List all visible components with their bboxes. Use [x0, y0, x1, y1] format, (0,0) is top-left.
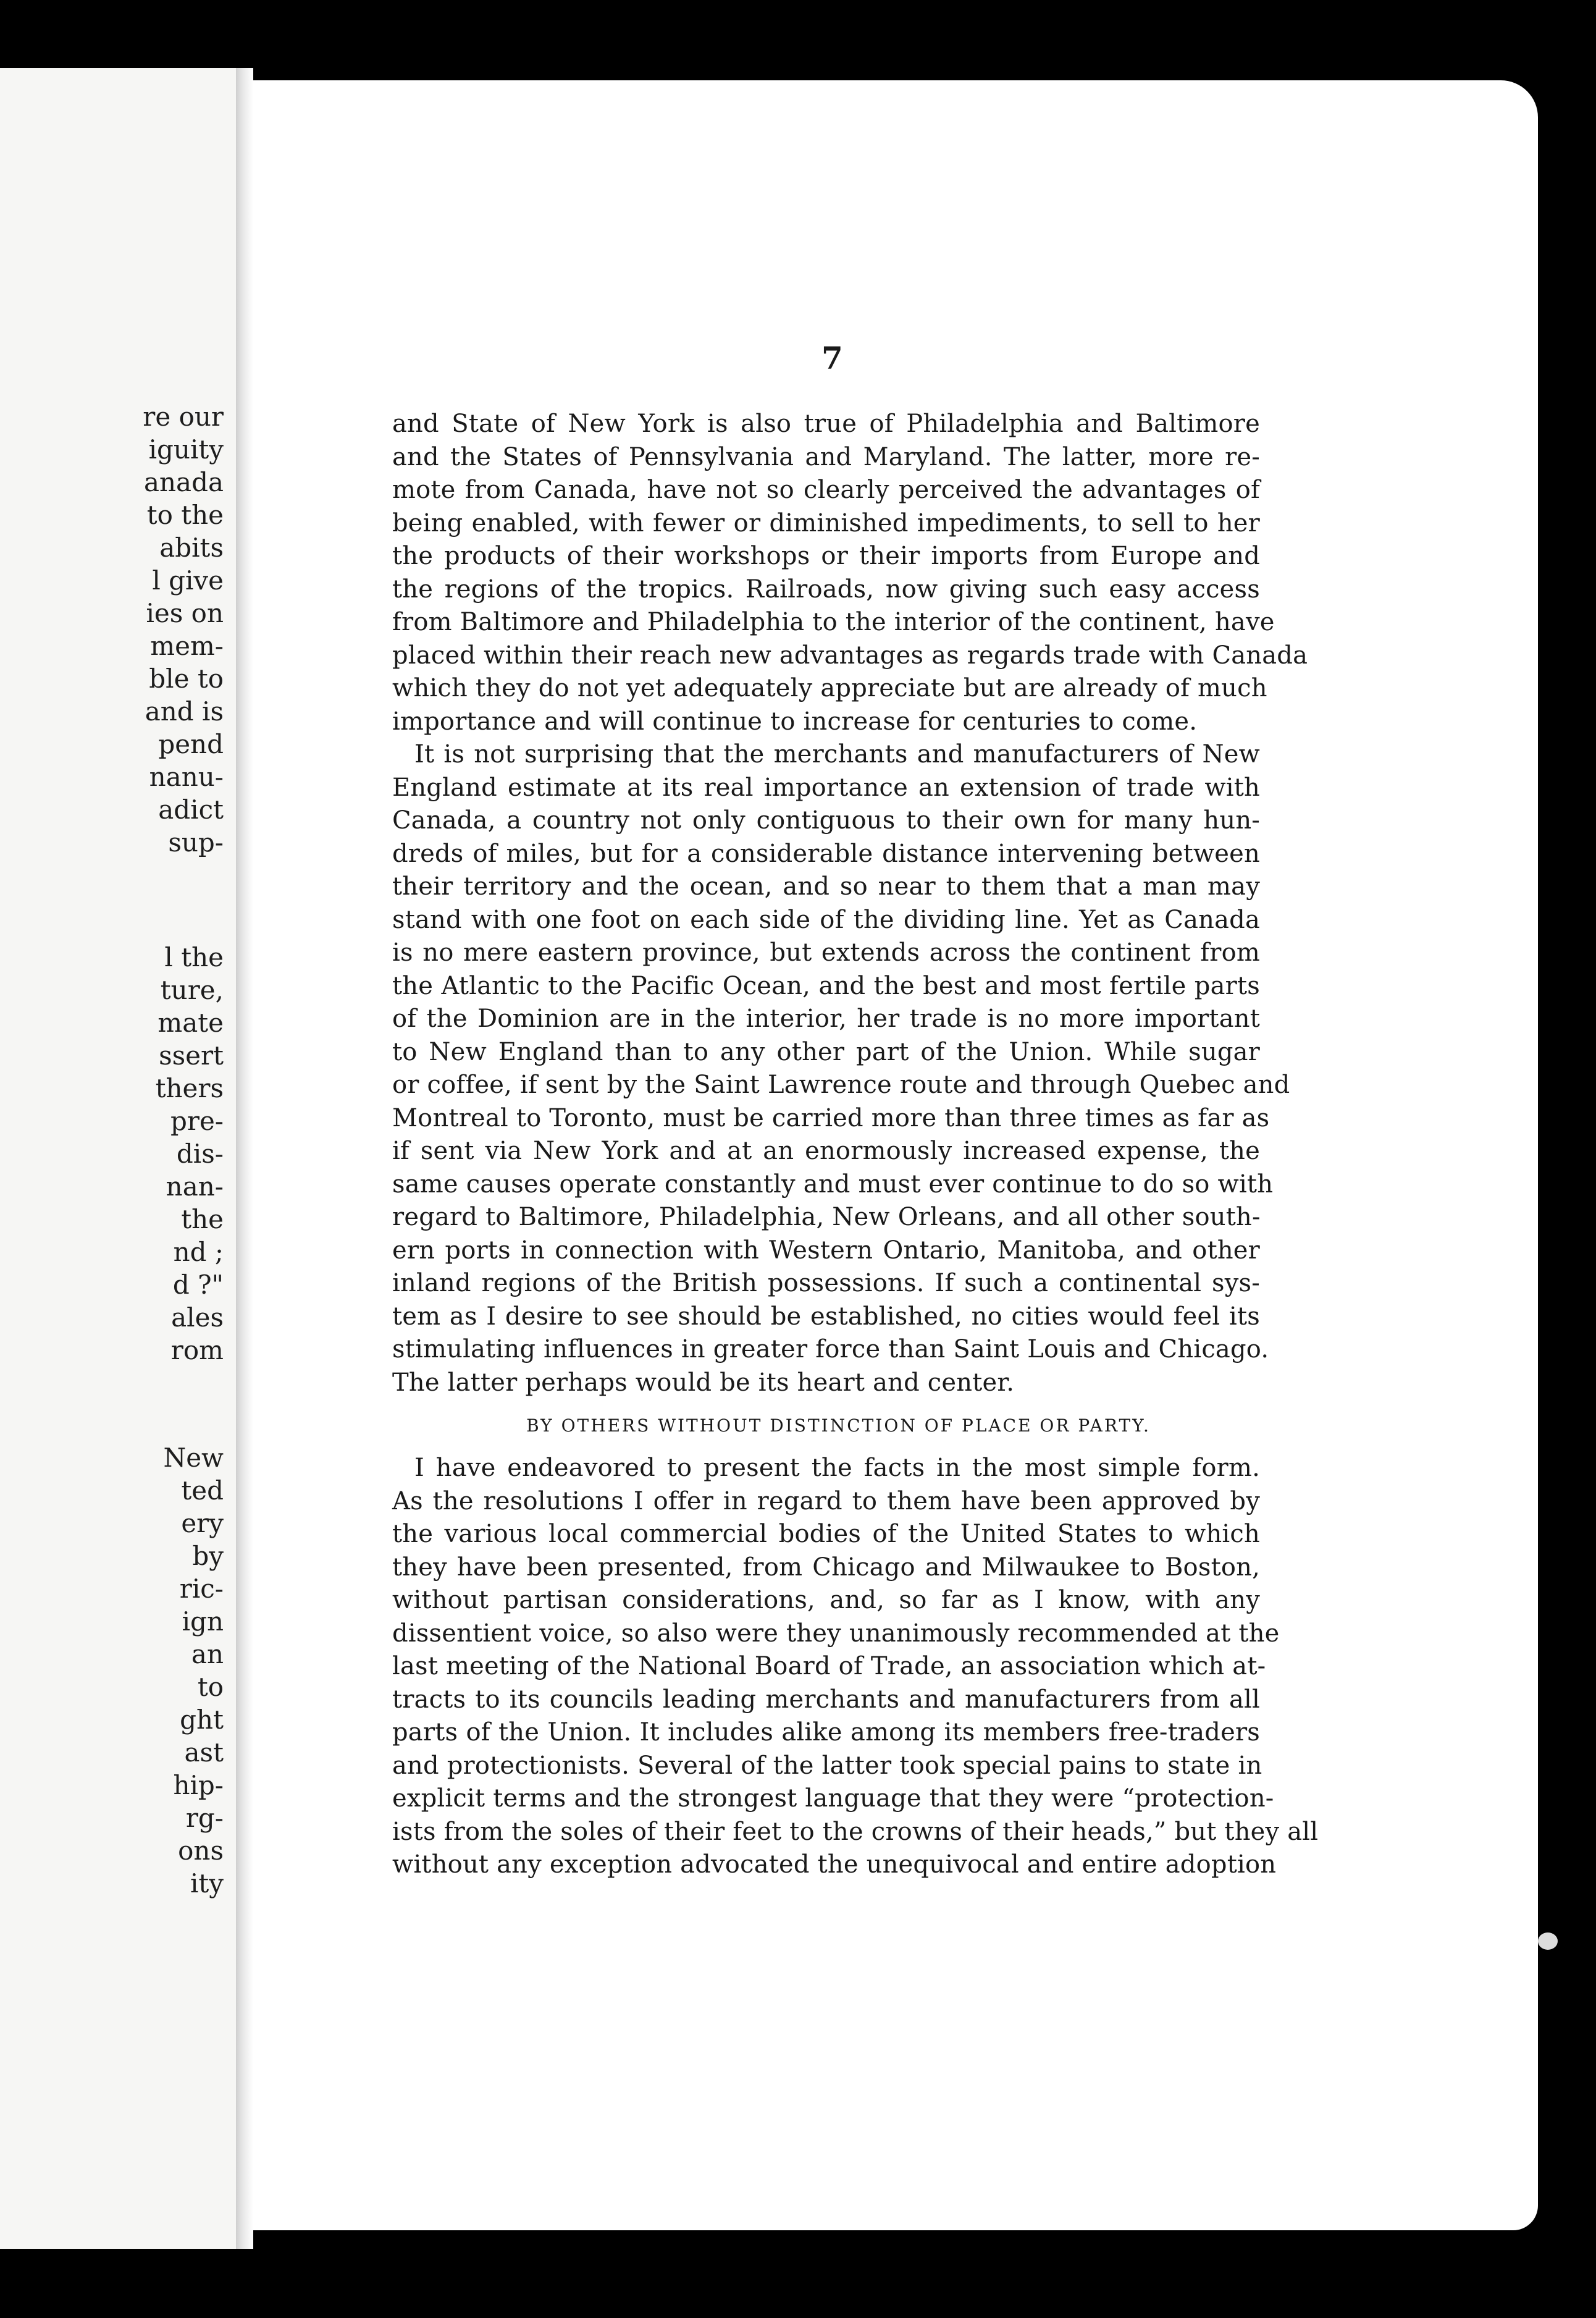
text-line: ists from the soles of their feet to the crowns of their heads,” but they all [392, 1817, 1319, 1846]
left-page-fragment: ies on [146, 598, 224, 628]
text-line: they have been presented, from Chicago and Milwaukee to Boston, [392, 1553, 1260, 1582]
text-line: tracts to its councils leading merchants and manufacturers from all [392, 1685, 1260, 1714]
text-line: same causes operate constantly and must ever continue to do so with [392, 1170, 1274, 1199]
text-line: tem as I desire to see should be established, no cities would feel its [392, 1302, 1260, 1331]
text-line: regard to Baltimore, Philadelphia, New Orleans, and all other south- [392, 1203, 1261, 1231]
text-line: without any exception advocated the unequivocal and entire adoption [392, 1850, 1277, 1879]
left-page-fragment: adict [158, 794, 224, 825]
text-line: stand with one foot on each side of the dividing line. Yet as Canada [392, 905, 1260, 934]
right-page [253, 80, 1538, 2230]
text-line: ern ports in connection with Western Ontario, Manitoba, and other [392, 1236, 1260, 1265]
left-page-fragment: re our [143, 402, 224, 432]
section-heading: BY OTHERS WITHOUT DISTINCTION OF PLACE OR PARTY. [526, 1415, 1151, 1436]
left-page-fragment: l give [152, 565, 224, 596]
left-page-fragment: ture, [160, 975, 224, 1005]
left-page-fragment: pend [158, 729, 224, 759]
left-page-fragment: nan- [166, 1171, 224, 1202]
left-page-fragment: ble to [149, 664, 224, 694]
left-page-fragment: anada [143, 467, 224, 497]
text-line: and State of New York is also true of Philadelphia and Baltimore [392, 410, 1260, 438]
left-page-fragment: to the [146, 500, 224, 530]
text-line: the Atlantic to the Pacific Ocean, and the best and most fertile parts [392, 971, 1260, 1000]
text-line: being enabled, with fewer or diminished impediments, to sell to her [392, 508, 1260, 537]
left-page-fragment: rom [170, 1335, 224, 1365]
text-line: if sent via New York and at an enormously increased expense, the [392, 1137, 1260, 1165]
left-page-fragment: nd ; [173, 1237, 224, 1267]
text-line: inland regions of the British possessions. If such a continental sys- [392, 1269, 1260, 1297]
left-page-fragment: rg- [185, 1803, 224, 1833]
left-page-fragment: mem- [150, 631, 224, 661]
paragraph-3 [392, 1452, 1319, 1882]
text-line: explicit terms and the strongest language that they were “protection- [392, 1784, 1274, 1813]
left-page [0, 68, 236, 2249]
text-line: Montreal to Toronto, must be carried more than three times as far as [392, 1103, 1270, 1132]
left-page-fragment: pre- [170, 1106, 224, 1136]
scan-artifact-dot [1538, 1932, 1558, 1950]
left-page-fragment: nanu- [149, 762, 224, 792]
text-line: and the States of Pennsylvania and Maryland. The latter, more re- [392, 442, 1260, 471]
text-line: which they do not yet adequately appreciate but are already of much [392, 674, 1267, 702]
left-page-fragment: iguity [148, 434, 224, 465]
text-line: the regions of the tropics. Railroads, now giving such easy access [392, 575, 1260, 604]
text-line: the products of their workshops or their imports from Europe and [392, 542, 1260, 570]
text-line: without partisan considerations, and, so far as I know, with any [392, 1586, 1260, 1614]
text-line: to New England than to any other part of the Union. While sugar [392, 1037, 1260, 1066]
left-page-fragment: dis- [176, 1139, 224, 1169]
text-line: It is not surprising that the merchants and manufacturers of New [414, 740, 1260, 769]
text-line: The latter perhaps would be its heart and center. [392, 1368, 1015, 1397]
left-page-fragment: ast [184, 1737, 224, 1768]
left-page-fragment: New [163, 1443, 224, 1473]
text-line: England estimate at its real importance an extension of trade with [392, 773, 1260, 802]
main-text-block [392, 408, 1319, 1882]
left-page-fragment: ery [181, 1508, 224, 1538]
page-number: 7 [821, 340, 843, 376]
left-page-fragment: ted [181, 1475, 224, 1506]
text-line: dreds of miles, but for a considerable distance intervening between [392, 839, 1260, 868]
text-line: Canada, a country not only contiguous to their own for many hun- [392, 806, 1260, 835]
text-line: last meeting of the National Board of Trade, an association which at- [392, 1652, 1266, 1680]
left-page-fragment: ign [182, 1606, 224, 1637]
left-page-fragment: ity [190, 1868, 224, 1899]
paragraph-2 [392, 738, 1290, 1399]
text-line: is no mere eastern province, but extends across the continent from [392, 938, 1260, 967]
left-page-fragment: ght [180, 1705, 224, 1735]
text-line: importance and will continue to increase for centuries to come. [392, 707, 1198, 736]
left-page-fragment: the [181, 1204, 224, 1234]
paragraph-1 [392, 408, 1308, 738]
text-line: or coffee, if sent by the Saint Lawrence route and through Quebec and [392, 1071, 1290, 1099]
text-line: placed within their reach new advantages as regards trade with Canada [392, 641, 1308, 670]
text-line: I have endeavored to present the facts in the most simple form. [414, 1454, 1260, 1482]
left-page-fragment: and is [145, 696, 224, 727]
left-page-fragment: sup- [168, 827, 224, 858]
left-page-fragment: l the [164, 942, 224, 972]
left-page-fragment: abits [159, 533, 224, 563]
left-page-fragment: d ?" [172, 1270, 224, 1300]
text-line: from Baltimore and Philadelphia to the interior of the continent, have [392, 608, 1275, 636]
text-line: dissentient voice, so also were they unanimously recommended at the [392, 1619, 1280, 1648]
text-line: of the Dominion are in the interior, her trade is no more important [392, 1005, 1260, 1033]
text-line: and protectionists. Several of the latter took special pains to state in [392, 1751, 1262, 1780]
left-page-fragment: an [191, 1639, 224, 1669]
text-line: stimulating influences in greater force than Saint Louis and Chicago. [392, 1335, 1269, 1363]
left-page-fragment: by [192, 1541, 224, 1571]
left-page-fragment: ssert [159, 1040, 224, 1071]
text-line: the various local commercial bodies of the United States to which [392, 1520, 1260, 1548]
text-line: mote from Canada, have not so clearly perceived the advantages of [392, 476, 1260, 504]
text-line: As the resolutions I offer in regard to them have been approved by [392, 1486, 1260, 1515]
left-page-fragment: mate [158, 1008, 224, 1038]
text-line: their territory and the ocean, and so near to them that a man may [392, 872, 1260, 901]
page-gutter [236, 68, 253, 2249]
text-line: parts of the Union. It includes alike among its members free-traders [392, 1718, 1260, 1747]
left-page-fragment: thers [155, 1073, 224, 1103]
left-page-fragment: ric- [179, 1574, 224, 1604]
left-page-fragment: ales [171, 1302, 224, 1333]
left-page-fragment: to [197, 1672, 224, 1702]
left-page-fragment: hip- [173, 1770, 224, 1800]
left-page-fragment: ons [178, 1835, 224, 1866]
